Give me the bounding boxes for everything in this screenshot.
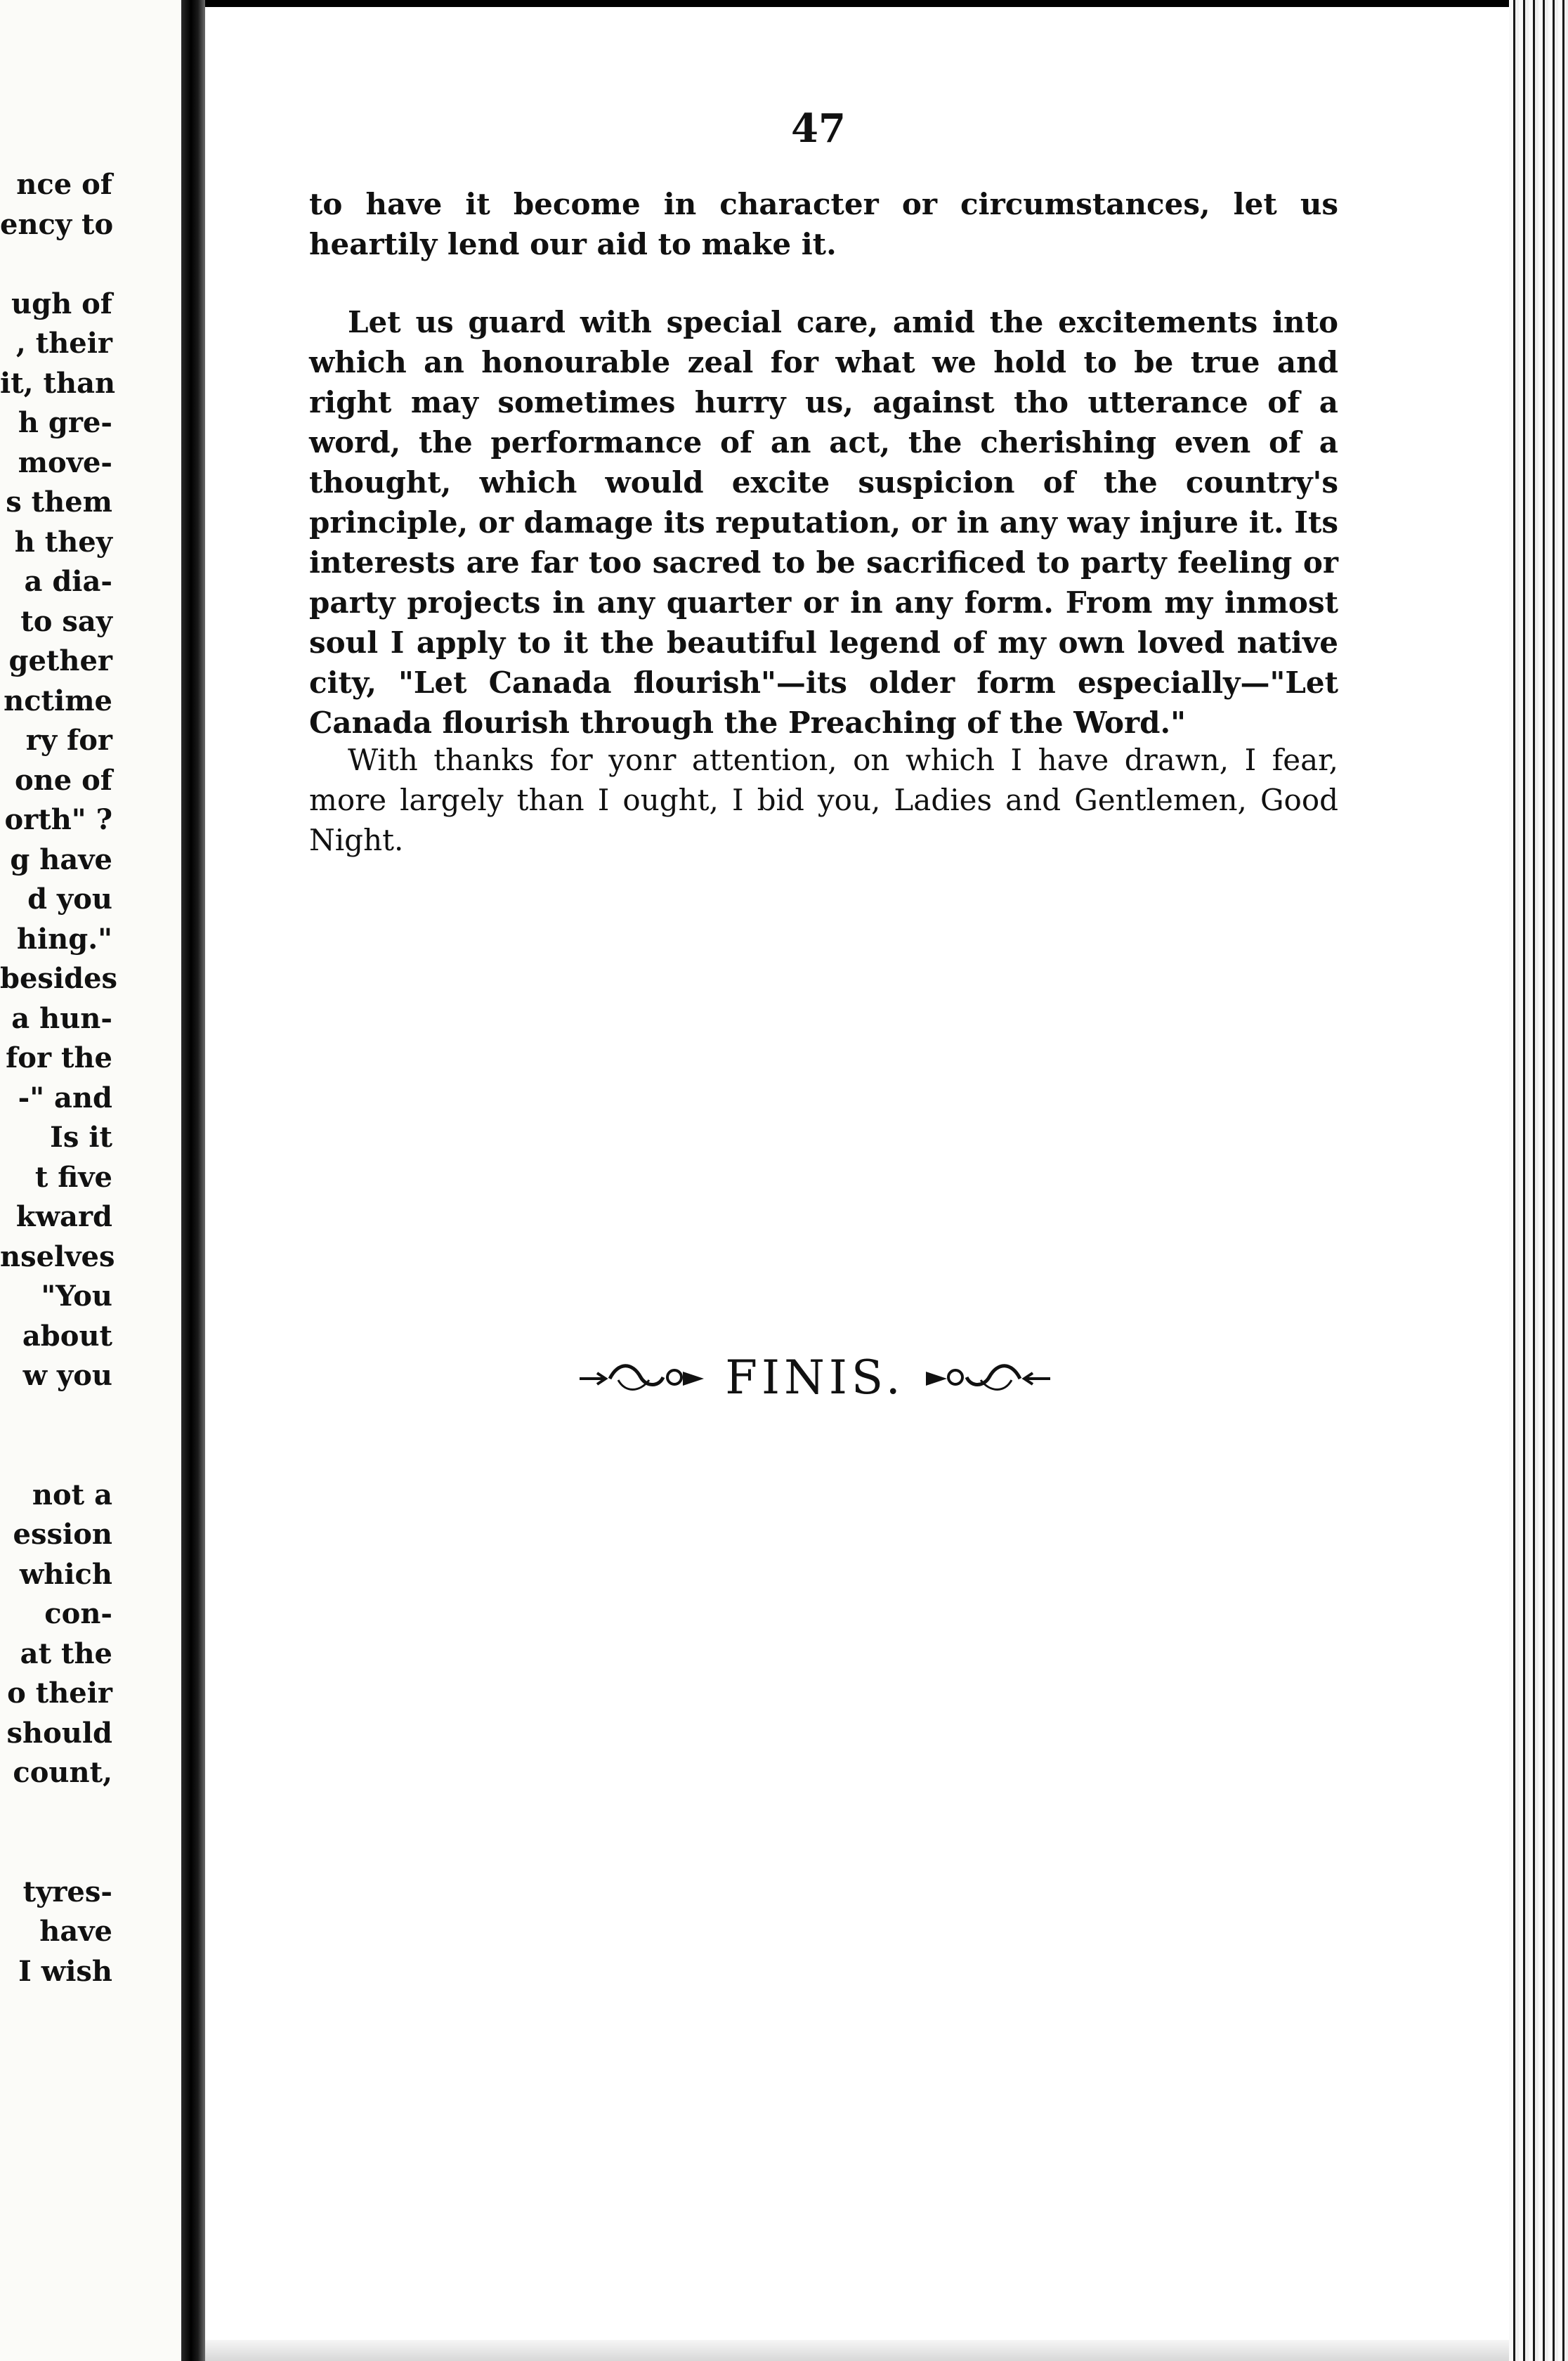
book-gutter [181, 0, 205, 2361]
facing-page-line: s them [6, 486, 112, 519]
facing-page-line: gether [8, 644, 112, 677]
facing-page-line [0, 1436, 112, 1476]
facing-page-line: ry for [25, 724, 112, 757]
paragraph-text: to have it become in character or circumstances, let us heartily lend our aid to make it. [309, 187, 1338, 261]
facing-page-line: "You [41, 1280, 112, 1313]
facing-page-line: -" and [18, 1081, 112, 1114]
facing-page-line: Is it [50, 1121, 112, 1154]
facing-page-line: o their [7, 1677, 112, 1710]
facing-page-line [0, 245, 112, 285]
facing-page-line: d you [27, 883, 112, 916]
facing-page-line [0, 1396, 112, 1436]
paragraph-continuation [309, 184, 1338, 264]
facing-page-line: kward [15, 1200, 112, 1233]
facing-page-line: nselves [0, 1240, 115, 1273]
facing-page-line: a dia- [24, 565, 112, 598]
right-flourish-icon [920, 1356, 1054, 1398]
paragraph-guard [309, 302, 1338, 743]
facing-page-line: to say [20, 604, 112, 638]
facing-page-line: orth" ? [4, 803, 112, 836]
facing-page-line: g have [10, 843, 112, 876]
page-stack-edge [1509, 0, 1568, 2361]
facing-page-line: besides [0, 962, 118, 995]
facing-page-line: one of [14, 763, 112, 797]
facing-page-line [0, 1793, 112, 1833]
paragraph-closing [309, 740, 1338, 860]
paragraph-text: With thanks for yonr attention, on which I have drawn, I fear, more largely than I ought, I bid you, Ladies and Gentlemen, Good Night. [309, 743, 1338, 857]
finis-ornament [576, 1346, 1054, 1409]
facing-page-text [0, 165, 118, 1991]
facing-page-line: h they [14, 525, 112, 559]
facing-page-line: con- [44, 1597, 112, 1630]
facing-page-line: t five [34, 1160, 112, 1194]
facing-page-line: ession [13, 1518, 112, 1551]
facing-page-line: about [22, 1319, 112, 1353]
page-top-edge [205, 0, 1509, 7]
facing-page-line: have [39, 1915, 112, 1948]
facing-page-line: , their [15, 327, 112, 360]
facing-page-line: ency to [0, 207, 114, 241]
page-bottom-edge [205, 2340, 1509, 2361]
left-flourish-icon [576, 1356, 710, 1398]
facing-page-line: h gre- [18, 406, 112, 439]
facing-page-line: I wish [18, 1954, 112, 1988]
facing-page-line: at the [20, 1637, 112, 1670]
facing-page-line: w you [22, 1359, 112, 1392]
facing-page-line: not a [32, 1478, 112, 1511]
finis-text: FINIS. [725, 1350, 905, 1405]
facing-page-line: hing." [16, 922, 112, 956]
facing-page-line: ugh of [11, 287, 112, 320]
facing-page-line: it, than [0, 366, 116, 400]
facing-page-line: move- [18, 445, 112, 479]
facing-page-line: which [19, 1557, 112, 1591]
facing-page [0, 0, 184, 2361]
facing-page-line: nctime [4, 684, 112, 717]
facing-page-line: a hun- [11, 1001, 112, 1035]
facing-page-line: for the [6, 1041, 112, 1074]
facing-page-line: should [6, 1716, 112, 1750]
facing-page-line: nce of [16, 168, 112, 201]
facing-page-line: count, [13, 1756, 112, 1789]
paragraph-text: Let us guard with special care, amid the excitements into which an honourable zeal for what we hold to be true and right may sometimes hurry us, against tho utterance of a word, the performance of an act, the cherishing even of a thought, which would excite suspicion of the country's principle, or damage its reputation, or in any way injure it. Its interests are far too sacred to be sacrificed to party feeling or party projects in any quarter or in any form. From my inmost soul I apply to it the beautiful legend of my own loved native city, "Let Canada flourish"—its older form especially—"Let Canada flourish through the Preaching of the Word." [309, 305, 1338, 740]
facing-page-line [0, 1833, 112, 1873]
facing-page-line: tyres- [22, 1875, 112, 1908]
page-number: 47 [791, 105, 846, 152]
